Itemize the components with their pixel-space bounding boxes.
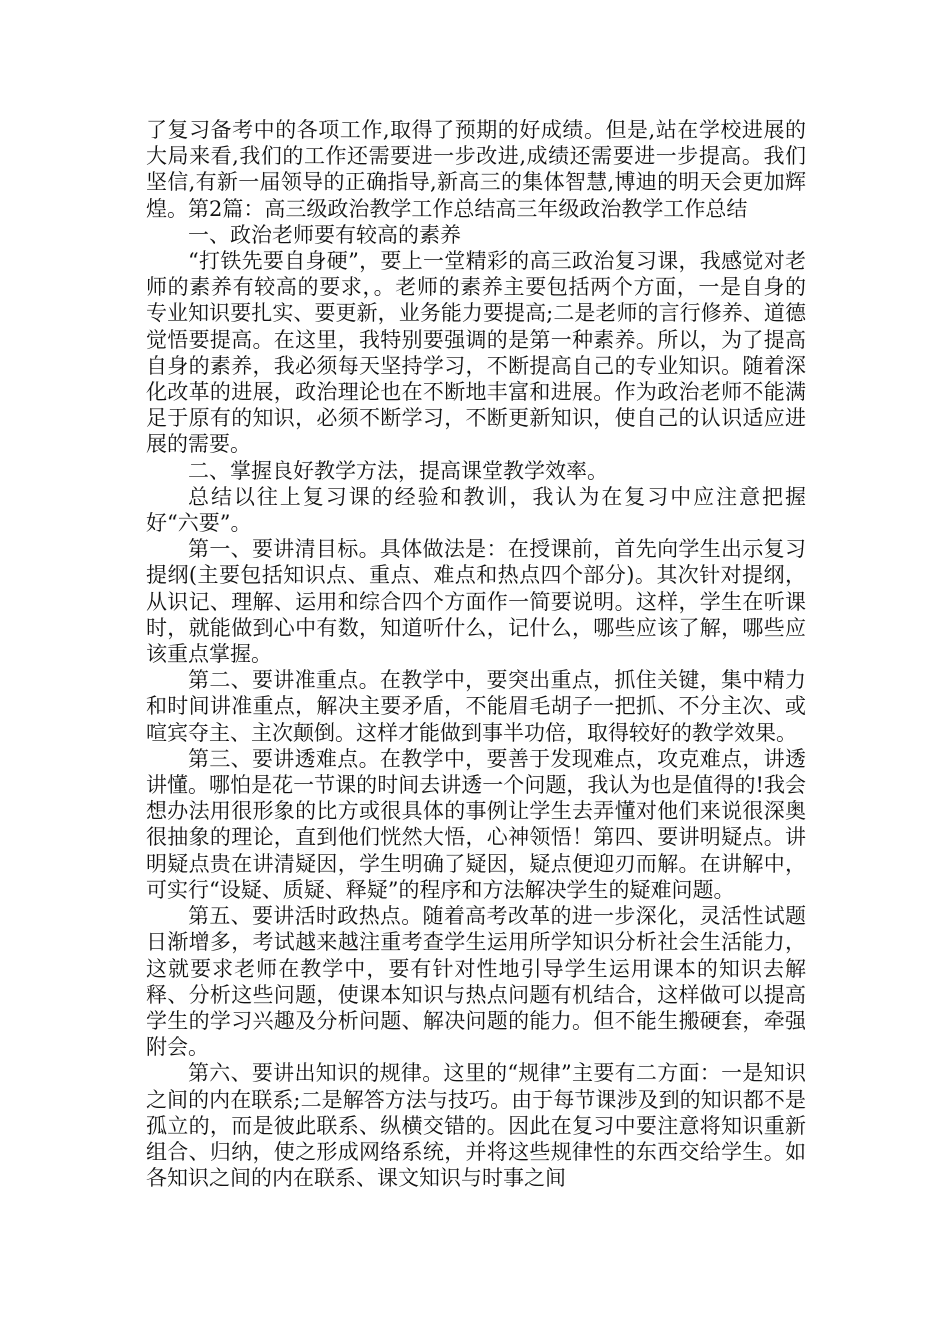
section-heading: 二、掌握良好教学方法，提高课堂教学效率。 <box>188 458 608 483</box>
document-body <box>146 117 806 1191</box>
paragraph: 第一、要讲清目标。具体做法是：在授课前，首先向学生出示复习提纲(主要包括知识点、重点、难点和热点四个部分)。其次针对提纲，从识记、理解、运用和综合四个方面作一简要说明。这样，学生在听课时，就能做到心中有数，知道听什么，记什么，哪些应该了解，哪些应该重点掌握。 <box>146 537 806 667</box>
paragraph: “打铁先要自身硬”，要上一堂精彩的高三政治复习课，我感觉对老师的素养有较高的要求，。老师的素养主要包括两个方面，一是自身的专业知识要扎实、要更新，业务能力要提高;二是老师的言行修养、道德觉悟要提高。在这里，我特别要强调的是第一种素养。所以，为了提高自身的素养，我必须每天坚持学习，不断提高自己的专业知识。随着深化改革的进展，政治理论也在不断地丰富和进展。作为政治老师不能满足于原有的知识，必须不断学习，不断更新知识，使自己的认识适应进展的需要。 <box>146 249 806 457</box>
paragraph: 第五、要讲活时政热点。随着高考改革的进一步深化，灵活性试题日渐增多，考试越来越注重考查学生运用所学知识分析社会生活能力，这就要求老师在教学中，要有针对性地引导学生运用课本的知识去解释、分析这些问题，使课本知识与热点问题有机结合，这样做可以提高学生的学习兴趣及分析问题、解决问题的能力。但不能生搬硬套，牵强附会。 <box>146 904 806 1060</box>
paragraph: 第二、要讲准重点。在教学中，要突出重点，抓住关键，集中精力和时间讲准重点，解决主要矛盾，不能眉毛胡子一把抓、不分主次、或喧宾夺主、主次颠倒。这样才能做到事半功倍，取得较好的教学效果。 <box>146 668 806 745</box>
paragraph: 第六、要讲出知识的规律。这里的“规律”主要有二方面：一是知识之间的内在联系;二是解答方法与技巧。由于每节课涉及到的知识都不是孤立的，而是彼此联系、纵横交错的。因此在复习中要注意将知识重新组合、归纳，使之形成网络系统，并将这些规律性的东西交给学生。如各知识之间的内在联系、课文知识与时事之间 <box>146 1061 806 1191</box>
paragraph: 了复习备考中的各项工作,取得了预期的好成绩。但是,站在学校进展的大局来看,我们的工作还需要进一步改进,成绩还需要进一步提高。我们坚信,有新一届领导的正确指导,新高三的集体智慧,博迪的明天会更加辉煌。第2篇：高三级政治教学工作总结高三年级政治教学工作总结 <box>146 118 806 221</box>
paragraph: 第三、要讲透难点。在教学中，要善于发现难点，攻克难点，讲透讲懂。哪怕是花一节课的时间去讲透一个问题，我认为也是值得的!我会想办法用很形象的比方或很具体的事例让学生去弄懂对他们来说很深奥很抽象的理论，直到他们恍然大悟，心神领悟！第四、要讲明疑点。讲明疑点贵在讲清疑因，学生明确了疑因，疑点便迎刃而解。在讲解中，可实行“设疑、质疑、释疑”的程序和方法解决学生的疑难问题。 <box>146 746 806 902</box>
section-heading: 一、政治老师要有较高的素养 <box>188 222 461 247</box>
paragraph: 总结以往上复习课的经验和教训，我认为在复习中应注意把握好“六要”。 <box>146 484 806 536</box>
